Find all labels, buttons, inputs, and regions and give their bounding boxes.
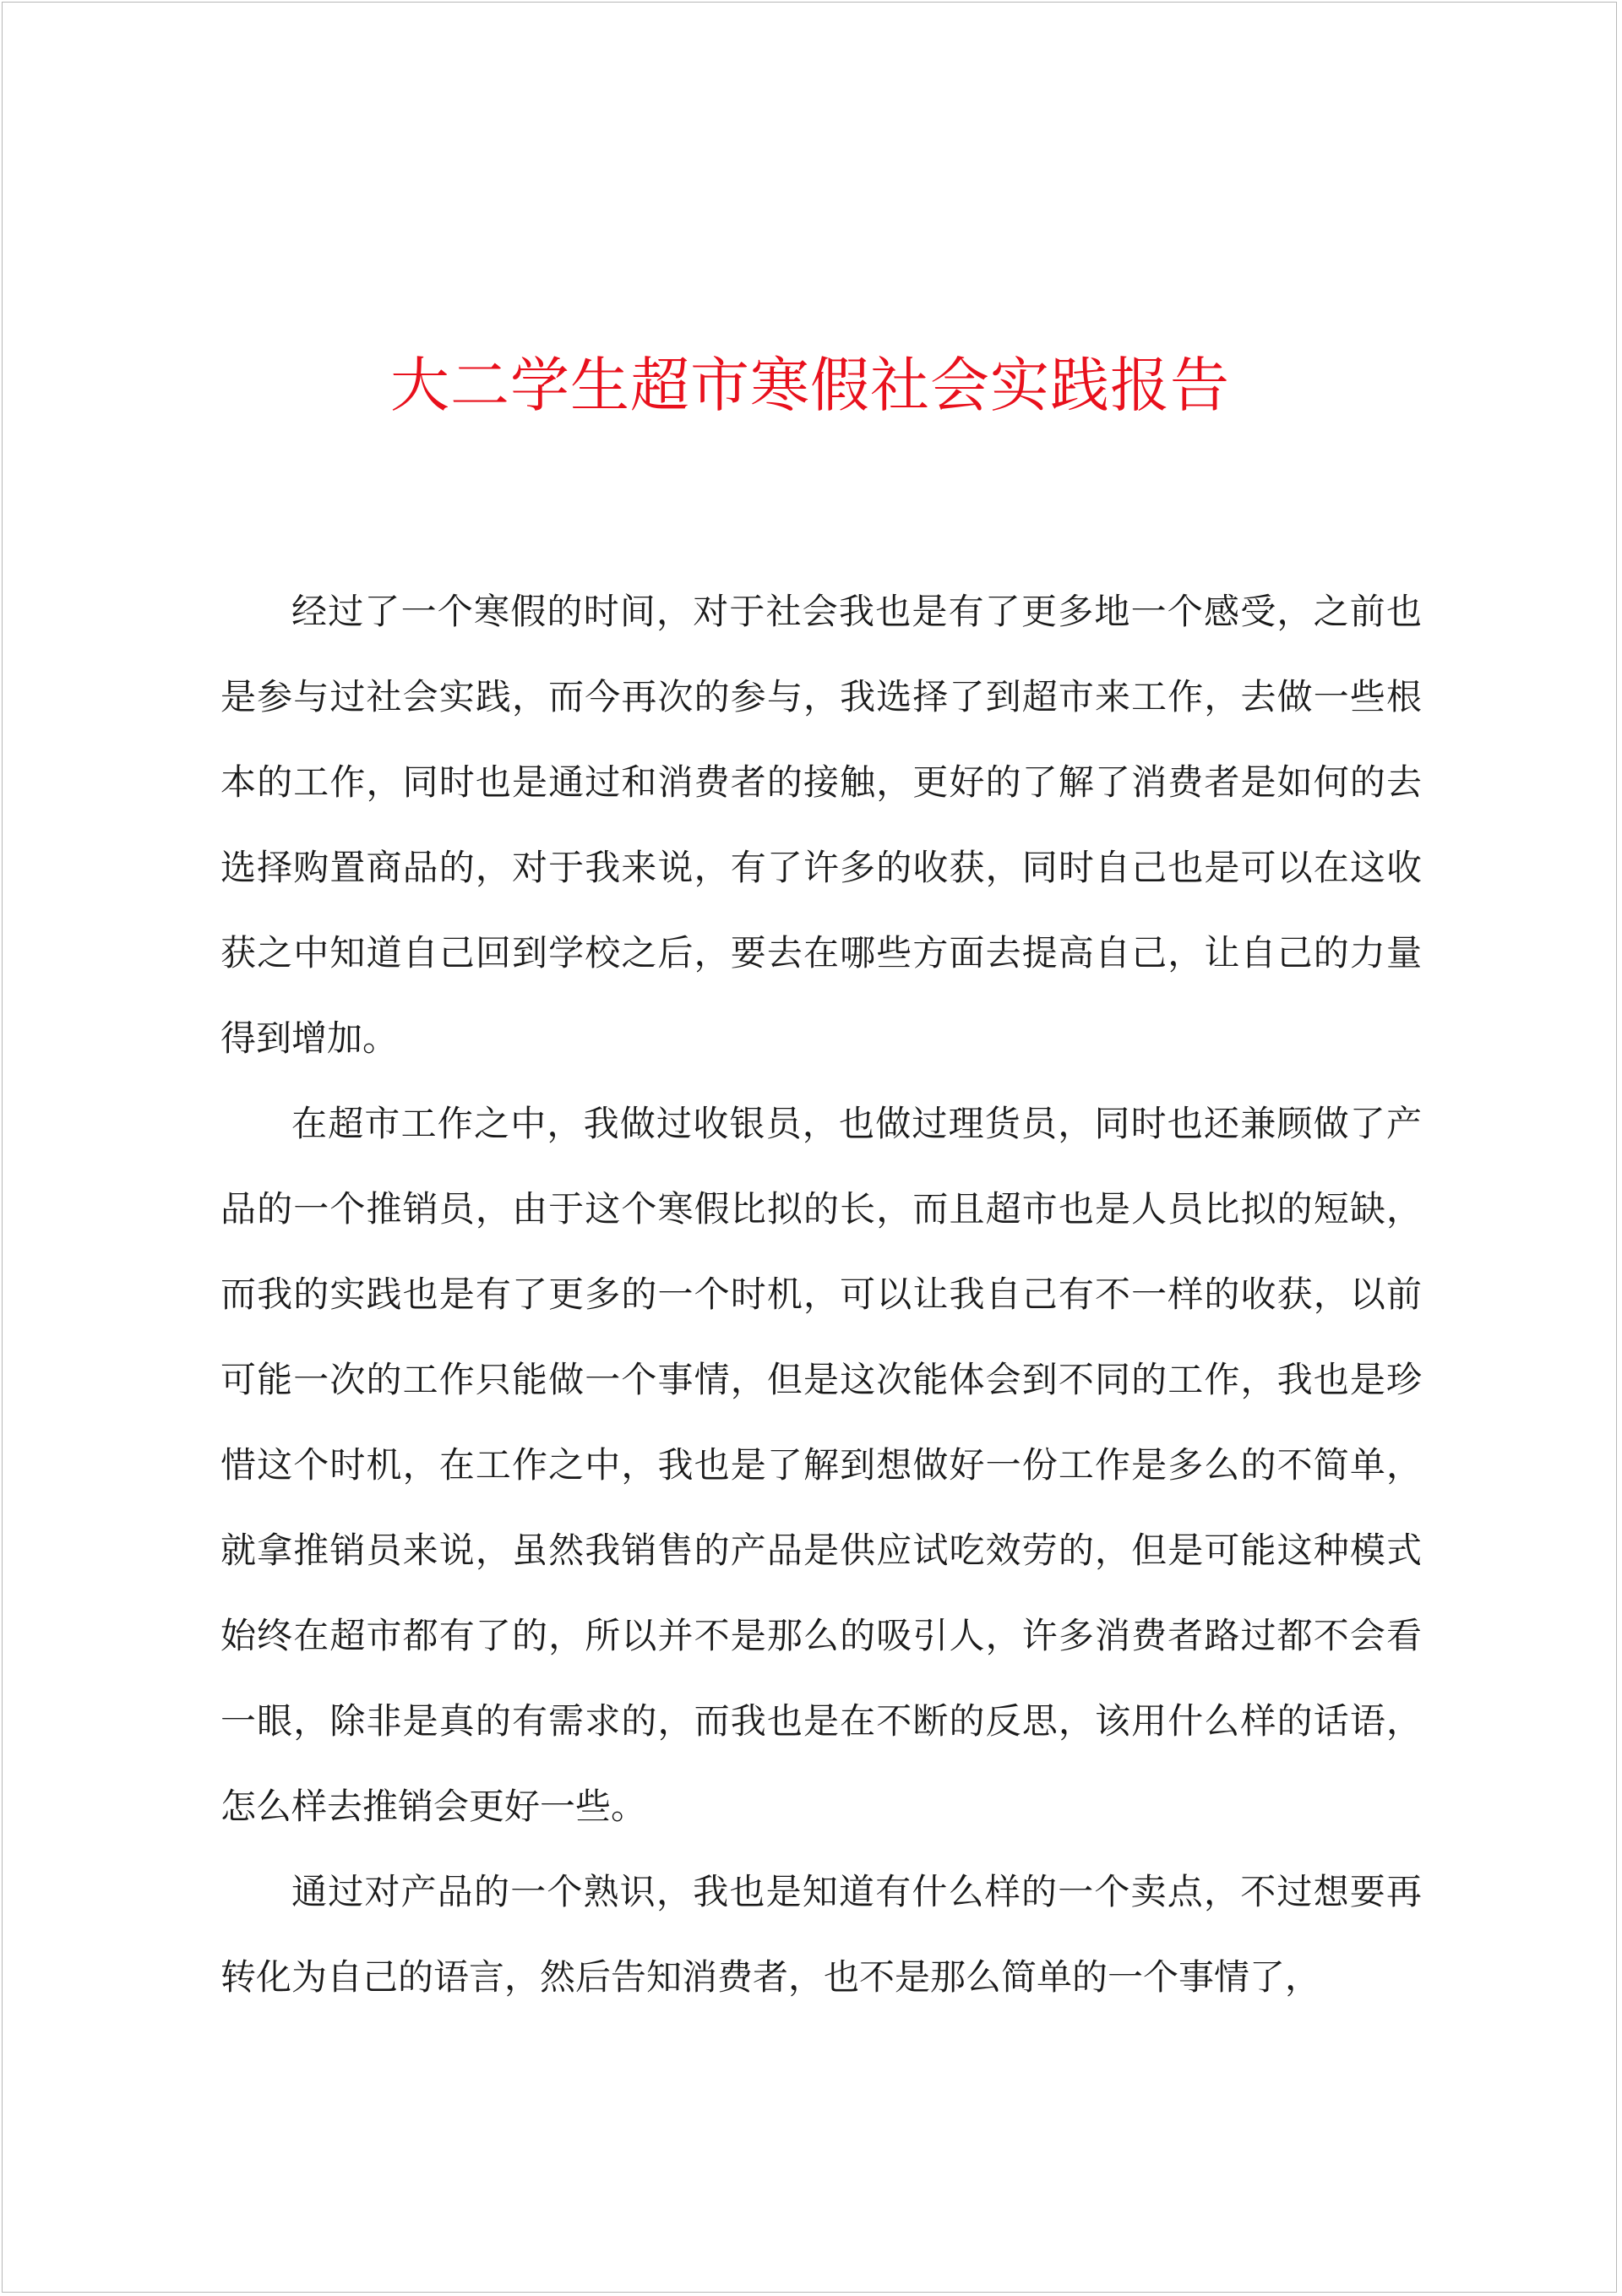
paragraph: 在超市工作之中，我做过收银员，也做过理货员，同时也还兼顾做了产品的一个推销员，由于这个寒假比拟的长，而且超市也是人员比拟的短缺，而我的实践也是有了更多的一个时机，可以让我自己有不一样的收获，以前可能一次的工作只能做一个事情，但是这次能体会到不同的工作，我也是珍惜这个时机，在工作之中，我也是了解到想做好一份工作是多么的不简单，就拿推销员来说，虽然我销售的产品是供应试吃效劳的，但是可能这种模式始终在超市都有了的，所以并不是那么的吸引人，许多消费者路过都不会看一眼，除非是真的有需求的，而我也是在不断的反思，该用什么样的话语，怎么样去推销会更好一些。 [220, 1103, 1422, 1827]
document-body [220, 569, 1422, 2020]
paragraph: 通过对产品的一个熟识，我也是知道有什么样的一个卖点，不过想要再转化为自己的语言，然后告知消费者，也不是那么简单的一个事情了， [220, 1871, 1422, 1998]
document-title: 大二学生超市寒假社会实践报告 [390, 351, 1230, 420]
document-page [2, 2, 1617, 2293]
paragraph: 经过了一个寒假的时间，对于社会我也是有了更多地一个感受，之前也是参与过社会实践，而今再次的参与，我选择了到超市来工作，去做一些根本的工作，同时也是通过和消费者的接触，更好的了解了消费者是如何的去选择购置商品的，对于我来说，有了许多的收获，同时自己也是可以在这收获之中知道自己回到学校之后，要去在哪些方面去提高自己，让自己的力量得到增加。 [220, 591, 1422, 1059]
